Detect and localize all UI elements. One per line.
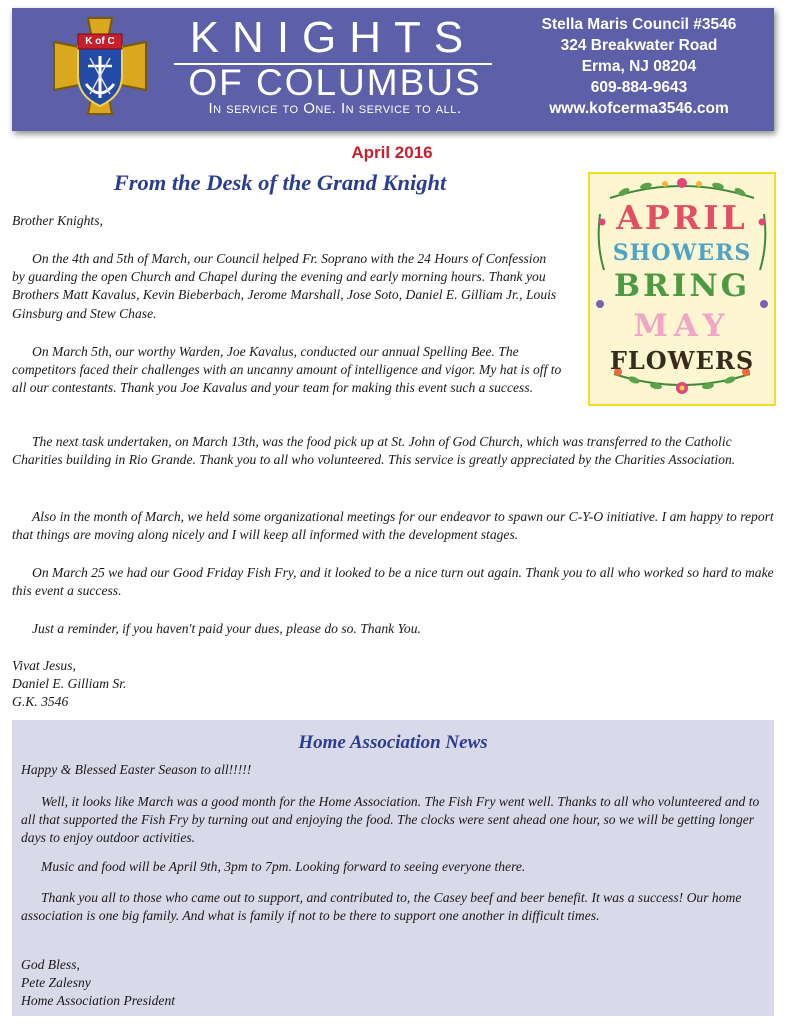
gk-paragraph-2: On March 5th, our worthy Warden, Joe Kavalus, conducted our annual Spelling Bee. The competitors faced their challenges with an uncanny amount of intelligence and vigor. My hat is off to all our contestants. Thank you Joe Kavalus and your team for making this event such a success.: [12, 344, 562, 396]
council-contact: [512, 14, 766, 119]
home-paragraph-2: Music and food will be April 9th, 3pm to 7pm. Looking forward to seeing everyone there.: [41, 859, 526, 874]
poster-line-showers: SHOWERS: [612, 240, 752, 266]
org-name-knights: KNIGHTS: [189, 13, 477, 62]
gk-paragraph-3: The next task undertaken, on March 13th, was the food pick up at St. John of God Church, which was transferred to the Catholic Charities building in Rio Grande. Thank you to all who volunteered. This service is greatly appreciated by the Charities Association.: [12, 434, 736, 468]
home-signer: Pete Zalesny: [21, 975, 91, 991]
grand-knight-heading: From the Desk of the Grand Knight: [113, 170, 447, 195]
emblem-letters: K of C: [85, 36, 115, 47]
council-city: Erma, NJ 08204: [581, 58, 697, 75]
gk-signer: Daniel E. Gilliam Sr.: [12, 676, 127, 692]
poster-line-bring: BRING: [613, 268, 751, 304]
council-website: www.kofcerma3546.com: [549, 100, 729, 117]
home-signer-title: Home Association President: [21, 993, 176, 1009]
tagline: In service to One. In service to all.: [208, 100, 462, 117]
home-greeting: Happy & Blessed Easter Season to all!!!!!: [21, 762, 252, 777]
gk-closing: Vivat Jesus,: [12, 658, 76, 673]
poster-line-flowers: FLOWERS: [609, 346, 755, 375]
gk-paragraph-5: On March 25 we had our Good Friday Fish Fry, and it looked to be a nice turn out again. Thank you to all who worked so hard to make this event a success.: [12, 565, 774, 599]
poster-line-april: APRIL: [616, 198, 748, 237]
home-association-heading: Home Association News: [298, 732, 488, 753]
masthead: [12, 8, 774, 131]
april-showers-poster: [588, 172, 776, 406]
home-paragraph-1: Well, it looks like March was a good month for the Home Association. The Fish Fry went well. Thanks to all who volunteered and to all that supported the Fish Fry by turning out and enjoying the food. The clocks were sent ahead one hour, so we will be getting longer days to enjoy outdoor activities.: [21, 794, 760, 846]
gk-salutation: Brother Knights,: [12, 213, 103, 228]
gk-signature: [12, 657, 126, 712]
gk-paragraph-1: On the 4th and 5th of March, our Council helped Fr. Soprano with the 24 Hours of Confession by guarding the open Church and Chapel during the evening and early morning hours. Thank you Brothers Matt Kavalus, Kevin Bieberbach, Jerome Marshall, Jose Soto, Daniel E. Gilliam Jr., Louis Ginsburg and Stew Chase.: [12, 251, 557, 321]
home-paragraph-3: Thank you all to those who came out to support, and contributed to, the Casey beef and beer benefit. It was a success! Our home association is one big family. And what is family if not to be there to support one another in difficult times.: [21, 890, 742, 924]
council-name: Stella Maris Council #3546: [541, 16, 737, 33]
gk-paragraph-6: Just a reminder, if you haven't paid your dues, please do so. Thank You.: [32, 621, 421, 636]
poster-line-may: MAY: [633, 308, 731, 344]
gk-signer-title: G.K. 3546: [12, 694, 69, 710]
council-street: 324 Breakwater Road: [560, 37, 718, 54]
gk-paragraph-4: Also in the month of March, we held some organizational meetings for our endeavor to spawn our C-Y-O initiative. I am happy to report that things are moving along nicely and I will keep all informed with the development stages.: [12, 509, 774, 543]
council-phone: 609-884-9643: [590, 79, 688, 96]
home-closing: God Bless,: [21, 957, 80, 972]
home-signature: [21, 956, 175, 1011]
issue-date: April 2016: [351, 143, 433, 162]
kofc-emblem-icon: [48, 14, 152, 118]
org-name-of-columbus: OF COLUMBUS: [188, 62, 482, 103]
